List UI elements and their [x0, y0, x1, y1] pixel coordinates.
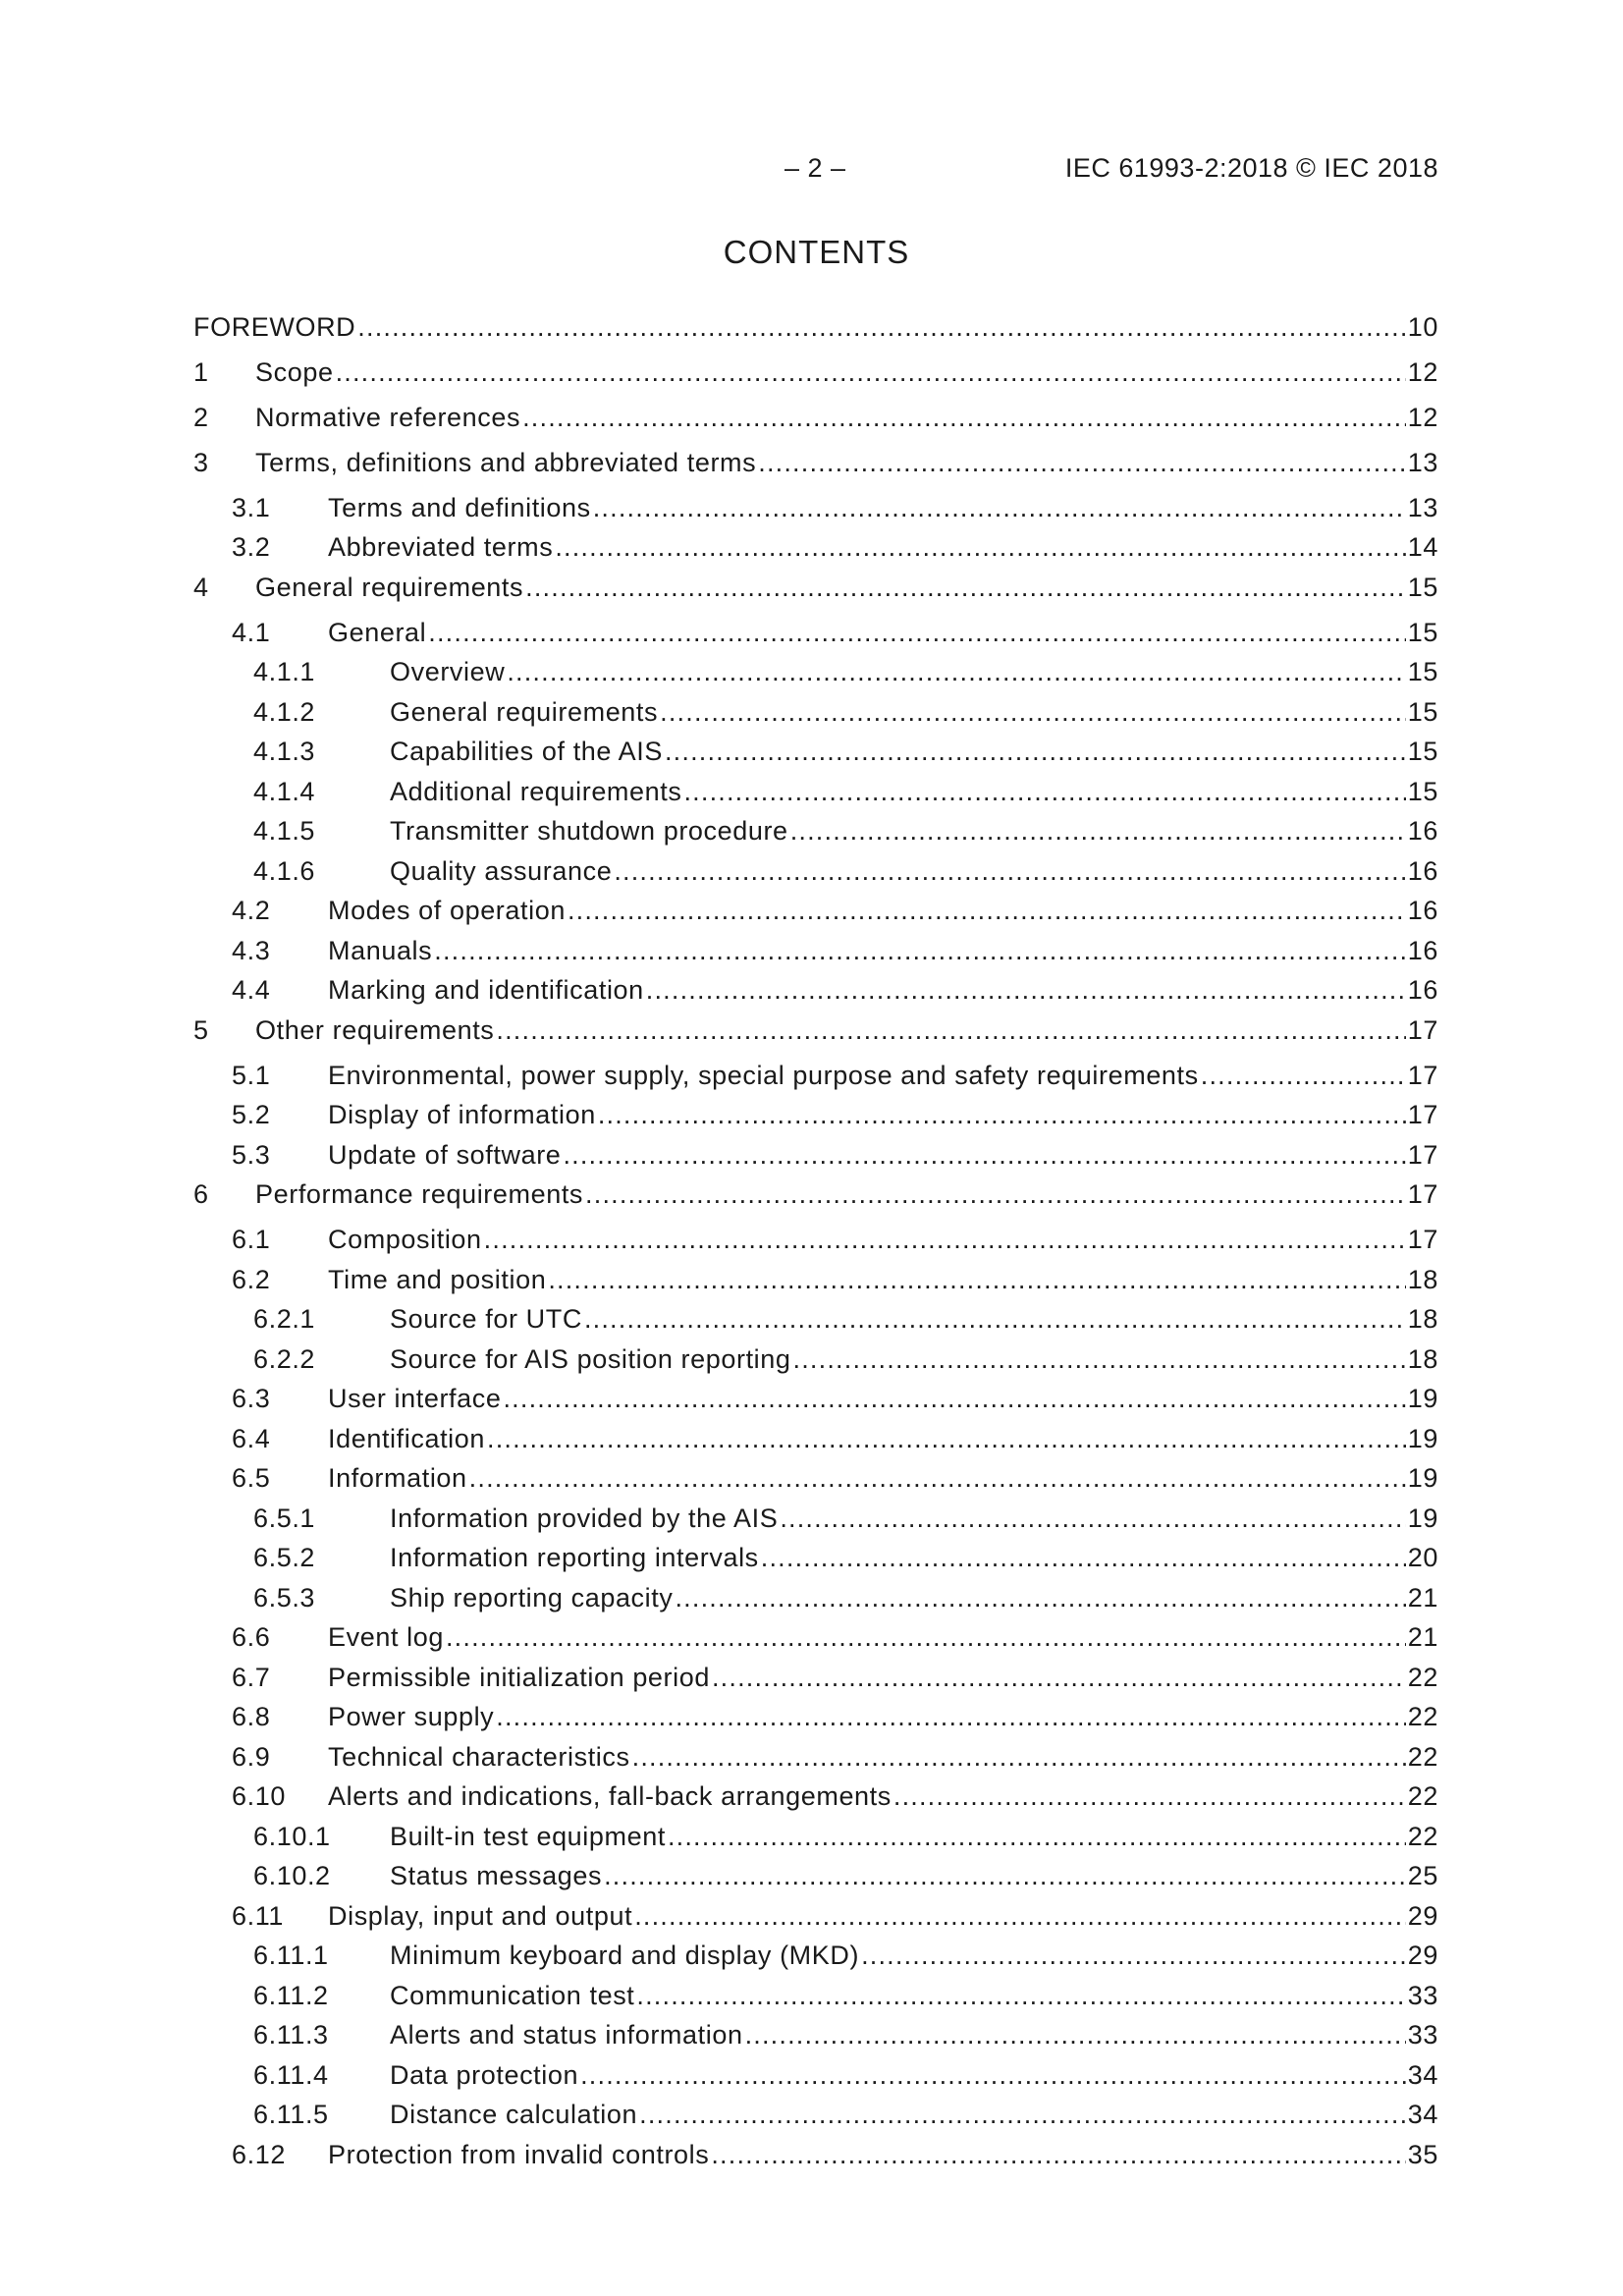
toc-entry[interactable]	[0, 1581, 1623, 1614]
toc-entry-leader-line	[328, 616, 1438, 649]
toc-entry[interactable]	[0, 1899, 1623, 1933]
toc-entry-number: 4.1.6	[253, 856, 316, 886]
toc-entry-number: 6.11.4	[253, 2060, 329, 2090]
toc-entry-title: General	[328, 618, 427, 647]
toc-entry-number: 6.10.1	[253, 1822, 331, 1851]
toc-entry-title: Normative references	[255, 403, 521, 432]
toc-entry-number: 6.5.1	[253, 1503, 316, 1533]
toc-entry-page: 16	[1407, 816, 1438, 846]
toc-entry-page: 15	[1407, 777, 1438, 806]
toc-entry-title: Source for UTC	[390, 1304, 582, 1334]
dot-leader	[632, 1740, 1406, 1774]
toc-entry-number: 6.4	[232, 1424, 271, 1453]
toc-entry-page: 19	[1407, 1463, 1438, 1493]
toc-entry-page: 15	[1407, 573, 1438, 602]
toc-entry-leader-line	[328, 1661, 1438, 1694]
toc-entry-leader-line	[390, 1979, 1438, 2012]
toc-entry-number: 6.3	[232, 1384, 271, 1413]
toc-entry-leader-line	[390, 695, 1438, 729]
toc-entry-leader-line	[390, 2098, 1438, 2131]
toc-entry-title: Other requirements	[255, 1015, 495, 1045]
toc-entry-title: Alerts and indications, fall-back arrangements	[328, 1781, 892, 1811]
toc-entry-leader-line	[390, 1820, 1438, 1853]
toc-entry-leader-line	[328, 1422, 1438, 1455]
toc-entry-leader-line	[328, 2138, 1438, 2171]
toc-entry[interactable]	[0, 655, 1623, 688]
toc-entry-leader-line	[328, 1059, 1438, 1092]
toc-entry-title: Display, input and output	[328, 1901, 633, 1931]
toc-entry-number: 3.1	[232, 493, 271, 522]
toc-entry-number: 6.2	[232, 1265, 271, 1294]
toc-entry[interactable]	[0, 1223, 1623, 1256]
dot-leader	[598, 1098, 1406, 1131]
dot-leader	[761, 1541, 1406, 1574]
toc-entry[interactable]	[0, 1013, 1623, 1047]
toc-entry-title: Capabilities of the AIS	[390, 737, 663, 766]
toc-entry-title: Scope	[255, 357, 334, 387]
toc-entry[interactable]	[0, 775, 1623, 808]
dot-leader	[548, 1263, 1405, 1296]
toc-entry[interactable]	[0, 401, 1623, 434]
toc-entry-page: 22	[1407, 1742, 1438, 1772]
dot-leader	[639, 2098, 1406, 2131]
toc-entry-title: User interface	[328, 1384, 502, 1413]
toc-entry-title: Quality assurance	[390, 856, 613, 886]
toc-entry[interactable]	[0, 1302, 1623, 1336]
toc-entry-number: 6.10	[232, 1781, 286, 1811]
toc-entry[interactable]	[0, 695, 1623, 729]
toc-entry-title: Time and position	[328, 1265, 547, 1294]
toc-entry-leader-line	[390, 1502, 1438, 1535]
toc-entry-number: 5.3	[232, 1140, 271, 1170]
toc-entry-title: General requirements	[390, 697, 659, 727]
toc-entry-page: 15	[1407, 657, 1438, 686]
toc-entry-leader-line	[328, 1138, 1438, 1172]
toc-entry-page: 21	[1407, 1583, 1438, 1613]
dot-leader	[584, 1302, 1406, 1336]
toc-entry-number: 6.1	[232, 1225, 271, 1254]
toc-entry-number: 6.8	[232, 1702, 271, 1731]
toc-entry-leader-line	[390, 655, 1438, 688]
dot-leader	[665, 735, 1406, 768]
toc-entry-page: 22	[1407, 1663, 1438, 1692]
toc-entry-title: Performance requirements	[255, 1179, 584, 1209]
toc-entry[interactable]	[0, 310, 1623, 344]
dot-leader	[593, 491, 1406, 524]
toc-entry[interactable]	[0, 1979, 1623, 2012]
dot-leader	[683, 775, 1405, 808]
dot-leader	[525, 571, 1406, 604]
toc-entry-title: Information reporting intervals	[390, 1543, 759, 1572]
toc-entry-number: 6.11.2	[253, 1981, 329, 2010]
dot-leader	[893, 1779, 1406, 1813]
toc-entry-title: Transmitter shutdown procedure	[390, 816, 788, 846]
dot-leader	[336, 355, 1406, 389]
toc-entry-leader-line	[328, 894, 1438, 927]
dot-leader	[790, 814, 1406, 847]
toc-entry-page: 22	[1407, 1702, 1438, 1731]
toc-entry-number: 6.6	[232, 1622, 271, 1652]
toc-entry-page: 15	[1407, 697, 1438, 727]
toc-entry[interactable]	[0, 355, 1623, 389]
toc-entry-page: 33	[1407, 2020, 1438, 2050]
toc-entry-title: Marking and identification	[328, 975, 644, 1005]
toc-entry-number: 6.11.5	[253, 2100, 329, 2129]
dot-leader	[357, 310, 1405, 344]
toc-entry[interactable]	[0, 854, 1623, 888]
toc-entry-leader-line	[255, 401, 1438, 434]
toc-entry-page: 29	[1407, 1901, 1438, 1931]
toc-entry-page: 16	[1407, 936, 1438, 965]
toc-entry-number: 4	[193, 573, 209, 602]
toc-entry-page: 13	[1407, 448, 1438, 477]
dot-leader	[758, 446, 1406, 479]
toc-entry-number: 3.2	[232, 532, 271, 562]
toc-entry-number: 1	[193, 357, 209, 387]
dot-leader	[712, 1661, 1406, 1694]
toc-entry-title: Information	[328, 1463, 467, 1493]
toc-entry[interactable]	[0, 616, 1623, 649]
toc-entry-page: 25	[1407, 1861, 1438, 1890]
toc-entry-leader-line	[328, 1382, 1438, 1415]
toc-entry-leader-line	[390, 2018, 1438, 2051]
toc-entry-number: 6.10.2	[253, 1861, 331, 1890]
toc-entry-page: 13	[1407, 493, 1438, 522]
toc-entry-leader-line	[193, 310, 1438, 344]
toc-entry-page: 16	[1407, 975, 1438, 1005]
toc-entry-title: Ship reporting capacity	[390, 1583, 674, 1613]
toc-entry-page: 15	[1407, 618, 1438, 647]
toc-entry-title: Status messages	[390, 1861, 603, 1890]
toc-entry-page: 16	[1407, 896, 1438, 925]
toc-entry-number: 4.1.2	[253, 697, 316, 727]
toc-entry-page: 16	[1407, 856, 1438, 886]
dot-leader	[636, 1979, 1405, 2012]
toc-entry-number: 4.1	[232, 618, 271, 647]
toc-entry[interactable]	[0, 934, 1623, 967]
dot-leader	[563, 1138, 1405, 1172]
toc-entry-leader-line	[390, 814, 1438, 847]
toc-entry-page: 20	[1407, 1543, 1438, 1572]
dot-leader	[446, 1620, 1406, 1654]
toc-entry[interactable]	[0, 1098, 1623, 1131]
toc-entry-page: 34	[1407, 2060, 1438, 2090]
toc-entry-leader-line	[328, 1700, 1438, 1733]
toc-entry-leader-line	[255, 355, 1438, 389]
toc-entry[interactable]	[0, 1382, 1623, 1415]
toc-entry-number: 6.12	[232, 2140, 286, 2169]
toc-entry-page: 17	[1407, 1179, 1438, 1209]
toc-entry[interactable]	[0, 2018, 1623, 2051]
toc-entry-leader-line	[255, 1177, 1438, 1211]
toc-entry[interactable]	[0, 1059, 1623, 1092]
toc-entry-number: 4.1.4	[253, 777, 316, 806]
toc-entry-leader-line	[390, 1581, 1438, 1614]
toc-entry[interactable]	[0, 1422, 1623, 1455]
toc-entry-page: 17	[1407, 1015, 1438, 1045]
toc-entry-leader-line	[255, 571, 1438, 604]
dot-leader	[555, 530, 1405, 564]
toc-entry-title: Protection from invalid controls	[328, 2140, 710, 2169]
document-identifier: IEC 61993-2:2018 © IEC 2018	[1064, 153, 1438, 183]
toc-entry[interactable]	[0, 1820, 1623, 1853]
dot-leader	[614, 854, 1405, 888]
toc-entry[interactable]	[0, 1263, 1623, 1296]
toc-entry-title: Composition	[328, 1225, 482, 1254]
toc-entry-leader-line	[328, 1263, 1438, 1296]
toc-entry-number: 6.7	[232, 1663, 271, 1692]
toc-entry[interactable]	[0, 1939, 1623, 1972]
toc-entry-title: Built-in test equipment	[390, 1822, 666, 1851]
toc-entry-leader-line	[328, 1461, 1438, 1495]
dot-leader	[507, 655, 1405, 688]
toc-entry-page: 15	[1407, 737, 1438, 766]
toc-entry-leader-line	[390, 2058, 1438, 2092]
toc-entry-number: 6.9	[232, 1742, 271, 1772]
dot-leader	[503, 1382, 1405, 1415]
toc-entry-leader-line	[328, 530, 1438, 564]
toc-entry[interactable]	[0, 1740, 1623, 1774]
dot-leader	[675, 1581, 1405, 1614]
toc-entry-page: 17	[1407, 1061, 1438, 1090]
toc-entry-number: 6.5.3	[253, 1583, 316, 1613]
toc-entry-title: Minimum keyboard and display (MKD)	[390, 1941, 860, 1970]
toc-entry-number: 4.1.5	[253, 816, 316, 846]
dot-leader	[711, 2138, 1405, 2171]
toc-entry-leader-line	[328, 1223, 1438, 1256]
toc-entry-leader-line	[328, 1899, 1438, 1933]
toc-entry-title: General requirements	[255, 573, 524, 602]
toc-entry-title: Modes of operation	[328, 896, 566, 925]
toc-entry-leader-line	[390, 775, 1438, 808]
dot-leader	[428, 616, 1406, 649]
dot-leader	[793, 1342, 1406, 1376]
dot-leader	[469, 1461, 1406, 1495]
dot-leader	[668, 1820, 1406, 1853]
toc-entry-leader-line	[328, 1620, 1438, 1654]
toc-entry[interactable]	[0, 894, 1623, 927]
toc-entry[interactable]	[0, 1700, 1623, 1733]
toc-entry-page: 17	[1407, 1225, 1438, 1254]
toc-entry[interactable]	[0, 530, 1623, 564]
toc-entry-title: Abbreviated terms	[328, 532, 554, 562]
toc-entry-number: 4.3	[232, 936, 271, 965]
toc-entry-page: 29	[1407, 1941, 1438, 1970]
dot-leader	[604, 1859, 1406, 1892]
toc-entry-leader-line	[390, 1859, 1438, 1892]
toc-entry-page: 12	[1407, 357, 1438, 387]
dot-leader	[434, 934, 1406, 967]
dot-leader	[861, 1939, 1406, 1972]
toc-entry-title: Distance calculation	[390, 2100, 638, 2129]
toc-entry[interactable]	[0, 2138, 1623, 2171]
toc-entry-title: Technical characteristics	[328, 1742, 630, 1772]
toc-entry-title: Terms and definitions	[328, 493, 591, 522]
toc-entry-page: 17	[1407, 1140, 1438, 1170]
toc-entry[interactable]	[0, 1661, 1623, 1694]
toc-entry-title: Environmental, power supply, special purpose and safety requirements	[328, 1061, 1199, 1090]
toc-entry-page: 19	[1407, 1503, 1438, 1533]
toc-entry-title: Permissible initialization period	[328, 1663, 710, 1692]
toc-entry-number: 4.1.1	[253, 657, 316, 686]
toc-entry-title: Additional requirements	[390, 777, 682, 806]
toc-entry[interactable]	[0, 1779, 1623, 1813]
toc-entry-page: 34	[1407, 2100, 1438, 2129]
dot-leader	[1201, 1059, 1406, 1092]
toc-entry-title: Update of software	[328, 1140, 562, 1170]
toc-entry-number: 6.5.2	[253, 1543, 316, 1572]
toc-entry-page: 14	[1407, 532, 1438, 562]
toc-entry-title: Source for AIS position reporting	[390, 1344, 791, 1374]
toc-entry-number: 6.11	[232, 1901, 284, 1931]
toc-entry-leader-line	[328, 491, 1438, 524]
toc-entry-title: Communication test	[390, 1981, 635, 2010]
toc-entry-page: 18	[1407, 1265, 1438, 1294]
toc-entry-number: 5.1	[232, 1061, 271, 1090]
toc-entry-number: 6.5	[232, 1463, 271, 1493]
toc-entry-leader-line	[390, 1541, 1438, 1574]
toc-entry-leader-line	[328, 1098, 1438, 1131]
toc-entry[interactable]	[0, 2058, 1623, 2092]
dot-leader	[660, 695, 1406, 729]
toc-entry[interactable]	[0, 1541, 1623, 1574]
toc-entry-leader-line	[328, 1740, 1438, 1774]
toc-entry-title: Information provided by the AIS	[390, 1503, 779, 1533]
dot-leader	[780, 1502, 1405, 1535]
toc-entry-number: 6.2.2	[253, 1344, 316, 1374]
toc-entry-page: 10	[1407, 312, 1438, 342]
toc-entry-page: 22	[1407, 1822, 1438, 1851]
page-number: – 2 –	[784, 153, 846, 183]
toc-entry-page: 18	[1407, 1344, 1438, 1374]
toc-entry-leader-line	[390, 1342, 1438, 1376]
toc-entry-page: 22	[1407, 1781, 1438, 1811]
toc-entry-leader-line	[255, 1013, 1438, 1047]
toc-entry-title: Overview	[390, 657, 506, 686]
toc-entry-title: Event log	[328, 1622, 444, 1652]
dot-leader	[634, 1899, 1406, 1933]
toc-entry[interactable]	[0, 2098, 1623, 2131]
contents-heading: CONTENTS	[723, 234, 910, 270]
toc-entry-title: Alerts and status information	[390, 2020, 743, 2050]
toc-entry-leader-line	[390, 854, 1438, 888]
toc-entry-page: 19	[1407, 1384, 1438, 1413]
toc-entry-page: 18	[1407, 1304, 1438, 1334]
toc-entry-page: 33	[1407, 1981, 1438, 2010]
toc-entry-number: 4.2	[232, 896, 271, 925]
toc-entry-title: Identification	[328, 1424, 485, 1453]
dot-leader	[585, 1177, 1406, 1211]
toc-entry-leader-line	[255, 446, 1438, 479]
dot-leader	[568, 894, 1406, 927]
toc-entry[interactable]	[0, 1461, 1623, 1495]
dot-leader	[522, 401, 1406, 434]
dot-leader	[745, 2018, 1406, 2051]
toc-entry[interactable]	[0, 814, 1623, 847]
toc-entry-title: Manuals	[328, 936, 433, 965]
toc-entry-title: Data protection	[390, 2060, 579, 2090]
toc-entry-number: 5	[193, 1015, 209, 1045]
dot-leader	[580, 2058, 1406, 2092]
dot-leader	[496, 1700, 1405, 1733]
toc-entry-number: 6.2.1	[253, 1304, 316, 1334]
toc-entry-leader-line	[390, 735, 1438, 768]
toc-entry-number: 4.4	[232, 975, 271, 1005]
toc-entry-number: 6.11.3	[253, 2020, 329, 2050]
dot-leader	[487, 1422, 1406, 1455]
toc-entry-page: 12	[1407, 403, 1438, 432]
toc-entry-leader-line	[328, 973, 1438, 1007]
toc-entry[interactable]	[0, 1502, 1623, 1535]
toc-entry-number: 6	[193, 1179, 209, 1209]
dot-leader	[646, 973, 1406, 1007]
dot-leader	[484, 1223, 1406, 1256]
toc-entry-title: FOREWORD	[193, 312, 356, 342]
toc-entry-number: 3	[193, 448, 209, 477]
toc-entry[interactable]	[0, 571, 1623, 604]
toc-entry-number: 4.1.3	[253, 737, 316, 766]
toc-entry[interactable]	[0, 446, 1623, 479]
toc-entry[interactable]	[0, 1859, 1623, 1892]
toc-entry-title: Power supply	[328, 1702, 495, 1731]
toc-entry-title: Terms, definitions and abbreviated terms	[255, 448, 757, 477]
toc-entry-title: Display of information	[328, 1100, 596, 1129]
toc-entry[interactable]	[0, 973, 1623, 1007]
toc-entry[interactable]	[0, 1177, 1623, 1211]
toc-entry[interactable]	[0, 1138, 1623, 1172]
toc-entry-page: 35	[1407, 2140, 1438, 2169]
toc-entry-number: 5.2	[232, 1100, 271, 1129]
dot-leader	[496, 1013, 1405, 1047]
toc-entry-leader-line	[390, 1302, 1438, 1336]
toc-entry[interactable]	[0, 1342, 1623, 1376]
toc-entry-page: 21	[1407, 1622, 1438, 1652]
toc-entry-page: 17	[1407, 1100, 1438, 1129]
toc-entry[interactable]	[0, 491, 1623, 524]
toc-entry-leader-line	[328, 1779, 1438, 1813]
toc-entry-page: 19	[1407, 1424, 1438, 1453]
toc-entry-number: 6.11.1	[253, 1941, 329, 1970]
toc-entry[interactable]	[0, 735, 1623, 768]
toc-entry-leader-line	[390, 1939, 1438, 1972]
toc-entry-number: 2	[193, 403, 209, 432]
toc-entry[interactable]	[0, 1620, 1623, 1654]
toc-entry-leader-line	[328, 934, 1438, 967]
